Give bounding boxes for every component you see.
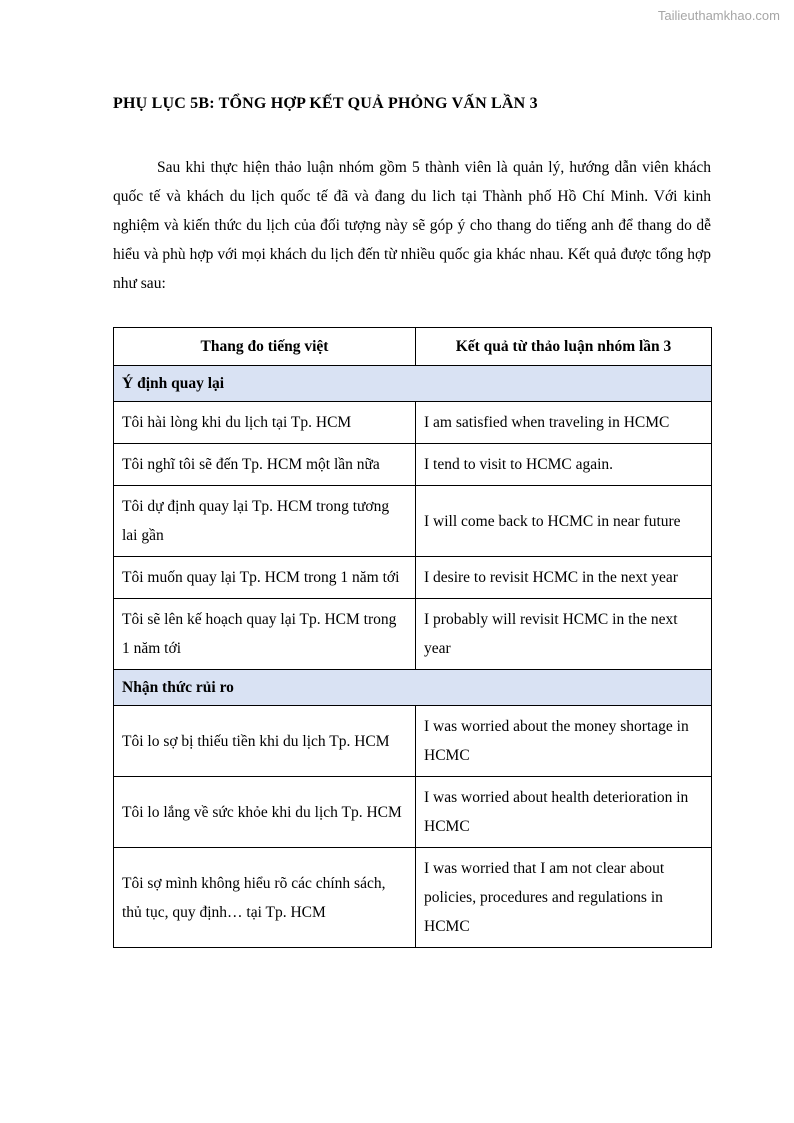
watermark: Tailieuthamkhao.com xyxy=(657,8,780,23)
table-row xyxy=(114,777,712,848)
cell-english: I desire to revisit HCMC in the next year xyxy=(416,557,712,599)
section-header-row xyxy=(114,366,712,402)
cell-english: I probably will revisit HCMC in the next year xyxy=(416,599,712,670)
document-content xyxy=(113,0,711,948)
table-row xyxy=(114,444,712,486)
table-row xyxy=(114,706,712,777)
cell-vietnamese: Tôi sẽ lên kế hoạch quay lại Tp. HCM trong 1 năm tới xyxy=(114,599,416,670)
section-header: Nhận thức rủi ro xyxy=(114,670,712,706)
results-table xyxy=(113,327,712,948)
cell-vietnamese: Tôi sợ mình không hiểu rõ các chính sách, thủ tục, quy định… tại Tp. HCM xyxy=(114,848,416,948)
section-header-row xyxy=(114,670,712,706)
cell-vietnamese: Tôi dự định quay lại Tp. HCM trong tương lai gần xyxy=(114,486,416,557)
cell-vietnamese: Tôi lo sợ bị thiếu tiền khi du lịch Tp. HCM xyxy=(114,706,416,777)
cell-english: I am satisfied when traveling in HCMC xyxy=(416,402,712,444)
cell-english: I will come back to HCMC in near future xyxy=(416,486,712,557)
cell-english: I tend to visit to HCMC again. xyxy=(416,444,712,486)
cell-english: I was worried about the money shortage in HCMC xyxy=(416,706,712,777)
table-header-row xyxy=(114,328,712,366)
table-body xyxy=(114,366,712,948)
table-row xyxy=(114,557,712,599)
table-row xyxy=(114,599,712,670)
col-header-group-discussion-result: Kết quả từ thảo luận nhóm lần 3 xyxy=(416,328,712,366)
intro-paragraph: Sau khi thực hiện thảo luận nhóm gồm 5 thành viên là quản lý, hướng dẫn viên khách quốc tế và khách du lịch quốc tế đã và đang du lich tại Thành phố Hồ Chí Minh. Với kinh nghiệm và kiến thức du lịch của đối tượng này sẽ góp ý cho thang do tiếng anh để thang do dễ hiểu và phù hợp với mọi khách du lịch đến từ nhiều quốc gia khác nhau. Kết quả được tổng hợp như sau: xyxy=(113,159,711,292)
col-header-vietnamese-scale: Thang đo tiếng việt xyxy=(114,328,416,366)
page-title: PHỤ LỤC 5B: TỔNG HỢP KẾT QUẢ PHỎNG VẤN LẦN 3 xyxy=(113,95,538,112)
table-header xyxy=(114,328,712,366)
cell-english: I was worried about health deterioration in HCMC xyxy=(416,777,712,848)
cell-vietnamese: Tôi lo lắng về sức khỏe khi du lịch Tp. HCM xyxy=(114,777,416,848)
cell-vietnamese: Tôi nghĩ tôi sẽ đến Tp. HCM một lần nữa xyxy=(114,444,416,486)
cell-english: I was worried that I am not clear about policies, procedures and regulations in HCMC xyxy=(416,848,712,948)
cell-vietnamese: Tôi hài lòng khi du lịch tại Tp. HCM xyxy=(114,402,416,444)
table-row xyxy=(114,486,712,557)
section-header: Ý định quay lại xyxy=(114,366,712,402)
cell-vietnamese: Tôi muốn quay lại Tp. HCM trong 1 năm tới xyxy=(114,557,416,599)
table-row xyxy=(114,402,712,444)
table-row xyxy=(114,848,712,948)
